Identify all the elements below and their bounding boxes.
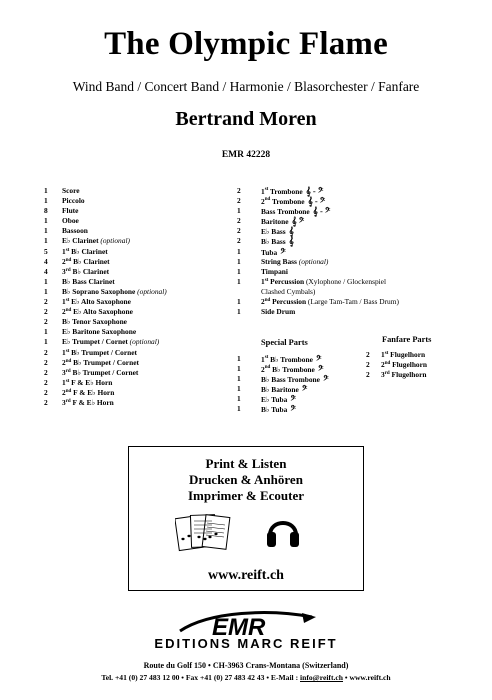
part-name: 1st Percussion (Xylophone / Glockenspiel (261, 276, 387, 286)
clef-icon: 𝄞 - 𝄢 (310, 206, 331, 217)
part-row (237, 374, 367, 384)
optional-note: (optional) (296, 256, 329, 266)
part-quantity: 2 (237, 226, 241, 236)
part-name: B♭ Soprano Saxophone (optional) (62, 286, 167, 296)
part-quantity: 2 (366, 370, 370, 380)
part-row (366, 360, 476, 370)
part-name: E♭ Tuba 𝄢 (261, 394, 296, 405)
part-quantity: 1 (237, 206, 241, 216)
part-quantity: 2 (44, 297, 48, 307)
part-row (44, 267, 234, 277)
part-quantity: 1 (44, 327, 48, 337)
part-quantity: 2 (44, 357, 48, 367)
part-row (237, 384, 367, 394)
part-quantity: 1 (237, 404, 241, 414)
clef-icon: 𝄢 (278, 246, 286, 257)
part-name: Bass Trombone 𝄞 - 𝄢 (261, 206, 331, 217)
part-name: Piccolo (62, 196, 85, 206)
part-name: 2nd B♭ Trumpet / Cornet (62, 357, 139, 367)
part-name: 2nd Flugelhorn (381, 360, 428, 370)
part-name: B♭ Tenor Saxophone (62, 317, 127, 327)
clef-icon: 𝄞 - 𝄢 (303, 186, 324, 196)
part-row (44, 368, 234, 378)
promo-line-drucken: Drucken & Anhören (189, 472, 303, 487)
part-row (237, 297, 467, 307)
part-row (237, 236, 467, 246)
fanfare-parts-list (366, 350, 476, 380)
svg-text:EMR: EMR (212, 614, 266, 639)
part-quantity: 1 (237, 354, 241, 363)
parts-list-middle (237, 186, 467, 317)
part-name: 2nd E♭ Alto Saxophone (62, 307, 133, 317)
part-name: 1st B♭ Trombone 𝄢 (261, 354, 322, 364)
part-name: 3rd F & E♭ Horn (62, 397, 114, 407)
part-quantity: 1 (237, 394, 241, 404)
special-parts-list (237, 354, 367, 415)
optional-note: (optional) (98, 236, 130, 246)
part-quantity: 1 (237, 297, 241, 307)
sheet-music-icon (175, 511, 231, 553)
clef-icon: 𝄢 (313, 354, 322, 364)
publisher-name: EDITIONS MARC REIFT (154, 636, 338, 651)
part-row (44, 358, 234, 368)
part-name: B♭ Bass Trombone 𝄢 (261, 374, 329, 385)
part-name: 1st Flugelhorn (381, 350, 426, 359)
part-name: B♭ Baritone 𝄢 (261, 384, 308, 395)
part-quantity: 2 (366, 350, 370, 359)
promo-url-link[interactable]: www.reift.ch (208, 568, 284, 583)
part-name: Flute (62, 206, 79, 216)
part-quantity: 2 (44, 387, 48, 397)
part-name: 2nd Percussion (Large Tam-Tam / Bass Drum) (261, 297, 399, 307)
part-name: 2nd B♭ Clarinet (62, 256, 110, 266)
contact-text: Tel. +41 (0) 27 483 12 00 • Fax +41 (0) 27 483 42 43 • E-Mail : (101, 673, 300, 682)
part-quantity: 1 (44, 196, 48, 206)
part-name: 3rd Flugelhorn (381, 370, 427, 380)
part-row (44, 388, 234, 398)
part-row (44, 327, 234, 337)
part-row (237, 354, 367, 364)
part-quantity: 1 (237, 266, 241, 276)
part-name: Baritone 𝄞 𝄢 (261, 216, 305, 227)
part-quantity: 2 (44, 367, 48, 377)
part-quantity: 2 (237, 186, 241, 195)
part-quantity: 4 (44, 266, 48, 276)
part-row (366, 350, 476, 360)
contact-web: • www.reift.ch (343, 673, 391, 682)
part-row (237, 277, 467, 287)
promo-line-imprimer: Imprimer & Ecouter (187, 488, 304, 503)
part-row (44, 226, 234, 236)
part-quantity: 1 (237, 374, 241, 384)
clef-icon: 𝄢 (288, 404, 296, 415)
part-row (237, 206, 467, 216)
part-name: 1st F & E♭ Horn (62, 377, 113, 387)
part-name: 1st E♭ Alto Saxophone (62, 297, 131, 307)
part-row (44, 398, 234, 408)
clef-icon: 𝄞 𝄢 (289, 216, 305, 227)
clef-icon: 𝄢 (288, 394, 296, 405)
composer-name: Bertrand Moren (175, 108, 317, 130)
part-quantity: 1 (44, 286, 48, 296)
part-row (237, 226, 467, 236)
part-name: B♭ Bass Clarinet (62, 276, 115, 286)
part-row (44, 317, 234, 327)
part-row (44, 337, 234, 347)
part-name: Bassoon (62, 226, 88, 236)
part-row (237, 267, 467, 277)
part-row (237, 287, 467, 297)
part-quantity: 1 (44, 337, 48, 347)
part-quantity: 1 (237, 307, 241, 317)
part-quantity: 1 (44, 186, 48, 195)
part-quantity: 1 (44, 226, 48, 236)
part-quantity: 2 (44, 317, 48, 327)
part-quantity: 1 (44, 276, 48, 286)
optional-note: (optional) (127, 337, 160, 347)
part-note: Clashed Cymbals) (261, 286, 316, 296)
part-name: 1st Trombone 𝄞 - 𝄢 (261, 186, 324, 196)
part-name: E♭ Bass 𝄞 (261, 226, 294, 237)
part-row (44, 236, 234, 246)
part-quantity: 2 (237, 196, 241, 206)
part-quantity: 1 (44, 236, 48, 246)
clef-icon: 𝄞 (286, 226, 294, 237)
print-listen-box[interactable] (128, 446, 364, 591)
part-name: Side Drum (261, 307, 296, 317)
emr-logo (170, 609, 322, 639)
part-name: 2nd Trombone 𝄞 - 𝄢 (261, 196, 326, 207)
part-row (44, 277, 234, 287)
part-name: 1st B♭ Trumpet / Cornet (62, 347, 137, 357)
part-quantity: 2 (44, 377, 48, 387)
publisher-address: Route du Golf 150 • CH-3963 Crans-Montana (Switzerland) (143, 661, 349, 670)
part-row (237, 216, 467, 226)
catalog-number: EMR 42228 (221, 150, 271, 160)
part-note: (Xylophone / Glockenspiel (304, 276, 387, 286)
part-name: Tuba 𝄢 (261, 246, 286, 257)
part-quantity: 1 (44, 216, 48, 226)
part-quantity: 1 (237, 364, 241, 374)
part-name: 2nd F & E♭ Horn (62, 387, 115, 397)
part-quantity: 1 (237, 246, 241, 256)
part-row (44, 186, 234, 196)
clef-icon: 𝄢 (299, 384, 308, 395)
part-row (44, 257, 234, 267)
parts-list-left (44, 186, 234, 408)
part-name (261, 287, 315, 297)
part-quantity: 2 (44, 347, 48, 357)
part-row (44, 348, 234, 358)
part-row (44, 297, 234, 307)
special-parts-heading: Special Parts (261, 338, 308, 347)
part-name: Timpani (261, 266, 288, 276)
part-quantity: 2 (44, 397, 48, 407)
part-row (44, 247, 234, 257)
part-quantity: 5 (44, 246, 48, 256)
clef-icon: 𝄞 (286, 236, 294, 247)
publisher-contact (0, 673, 492, 682)
email-link[interactable]: info@reift.ch (300, 673, 343, 682)
part-name: E♭ Baritone Saxophone (62, 327, 137, 337)
clef-icon: 𝄢 (315, 364, 324, 375)
promo-line-print-listen: Print & Listen (205, 456, 287, 471)
clef-icon: 𝄢 (320, 374, 329, 385)
part-quantity: 1 (237, 276, 241, 286)
part-row (237, 404, 367, 414)
part-row (237, 394, 367, 404)
part-name: Score (62, 186, 80, 195)
subtitle: Wind Band / Concert Band / Harmonie / Blasorchester / Fanfare (72, 79, 420, 94)
part-row (44, 378, 234, 388)
part-row (44, 196, 234, 206)
part-quantity: 1 (237, 256, 241, 266)
part-quantity: 8 (44, 206, 48, 216)
part-name: E♭ Clarinet (optional) (62, 236, 130, 246)
part-row (237, 307, 467, 317)
page-title: The Olympic Flame (104, 26, 388, 62)
part-row (44, 287, 234, 297)
part-name: E♭ Trumpet / Cornet (optional) (62, 337, 160, 347)
part-name: String Bass (optional) (261, 256, 329, 266)
part-name: Oboe (62, 216, 79, 226)
part-row (237, 257, 467, 267)
part-name: 3rd B♭ Trumpet / Cornet (62, 367, 139, 377)
part-quantity: 2 (44, 307, 48, 317)
part-row (237, 196, 467, 206)
fanfare-parts-heading: Fanfare Parts (382, 335, 432, 344)
part-name: 3rd B♭ Clarinet (62, 266, 110, 276)
part-quantity: 2 (366, 360, 370, 370)
clef-icon: 𝄞 - 𝄢 (305, 196, 326, 207)
part-row (237, 247, 467, 257)
part-quantity: 2 (237, 236, 241, 246)
part-name: 2nd B♭ Trombone 𝄢 (261, 364, 324, 375)
part-note: (Large Tam-Tam / Bass Drum) (306, 297, 399, 307)
headphones-icon (266, 511, 300, 551)
part-name: B♭ Bass 𝄞 (261, 236, 294, 247)
part-row (44, 216, 234, 226)
part-name: B♭ Tuba 𝄢 (261, 404, 296, 415)
part-quantity: 4 (44, 256, 48, 266)
optional-note: (optional) (135, 286, 167, 296)
part-row (44, 307, 234, 317)
part-row (237, 364, 367, 374)
part-row (366, 370, 476, 380)
part-row (237, 186, 467, 196)
part-name: 1st B♭ Clarinet (62, 246, 108, 256)
part-quantity: 1 (237, 384, 241, 394)
part-quantity: 2 (237, 216, 241, 226)
part-row (44, 206, 234, 216)
